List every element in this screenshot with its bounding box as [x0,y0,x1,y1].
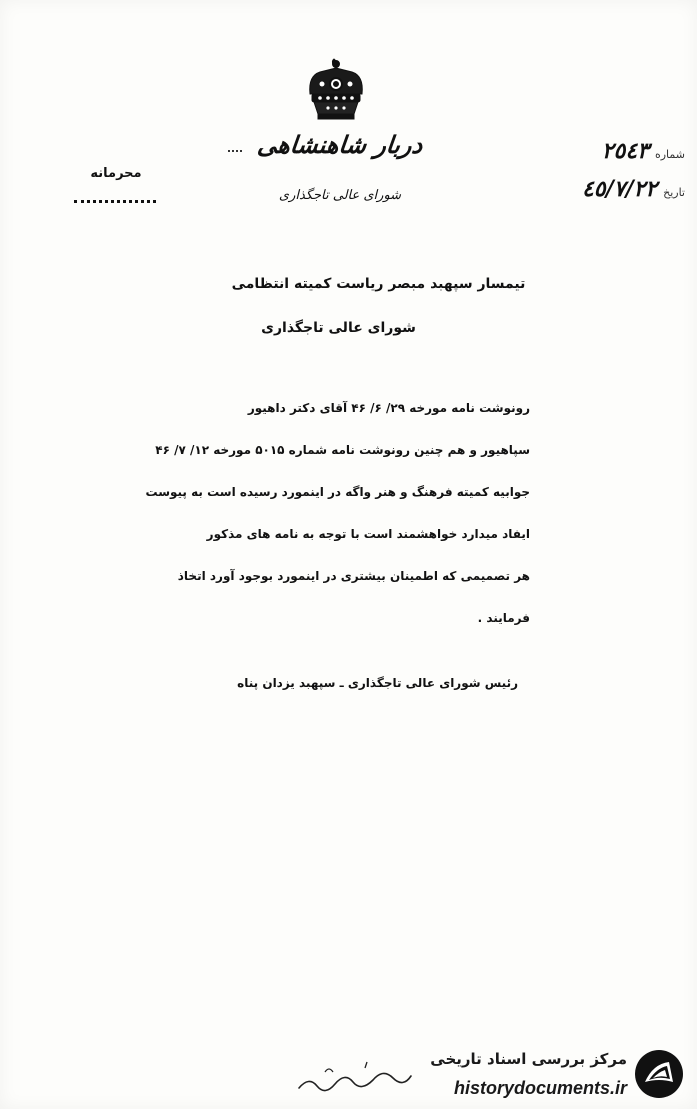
body-line: سپاهیور و هم چنین رونوشت نامه شماره ۵۰۱۵ مورخه ۱۲/ ۷/ ۴۶ [155,443,530,457]
classification-underline [74,200,156,203]
reference-date-value: ٤٥/٧/٢٢ [581,176,658,202]
body-line: رونوشت نامه مورخه ۲۹/ ۶/ ۴۶ آقای دکتر داهیور [247,401,530,415]
body-line: فرمایند . [477,611,530,625]
classification-label: محرمانه [90,166,142,181]
crown-emblem-icon [300,58,372,126]
watermark [420,1040,697,1109]
handwritten-note [295,1058,415,1098]
signature-line: رئیس شورای عالی تاجگذاری ـ سپهبد یزدان پناه [237,676,518,690]
letter-body [110,398,530,650]
sender-heading: شورای عالی تاجگذاری [261,320,416,336]
reference-date-label: تاریخ [663,186,685,199]
reference-number-label: شماره [654,148,685,161]
watermark-name: مرکز بررسی اسناد تاریخی [430,1050,627,1068]
body-line: ایفاد میدارد خواهشمند است با توجه به نامه های مذکور [206,527,530,541]
body-line: جوابیه کمیته فرهنگ و هنر واگه در اینمورد رسیده است به پیوست [145,485,530,499]
recipient-heading: تیمسار سپهبد مبصر ریاست کمیته انتظامی [231,276,526,292]
letterhead-council-name: شورای عالی تاجگذاری [278,188,402,203]
reference-number-value: ٢٥٤٣ [601,138,649,164]
watermark-site: historydocuments.ir [453,1078,627,1098]
reference-block [535,138,685,214]
reference-number-row [535,138,685,176]
book-logo-icon [633,1048,685,1100]
letterhead-court-name: دربار شاهنشاهی [256,130,424,159]
body-line: هر تصمیمی که اطمینان بیشتری در اینمورد بوجود آورد اتخاذ [177,569,530,583]
reference-date-row [535,176,685,214]
stray-mark [228,150,242,155]
